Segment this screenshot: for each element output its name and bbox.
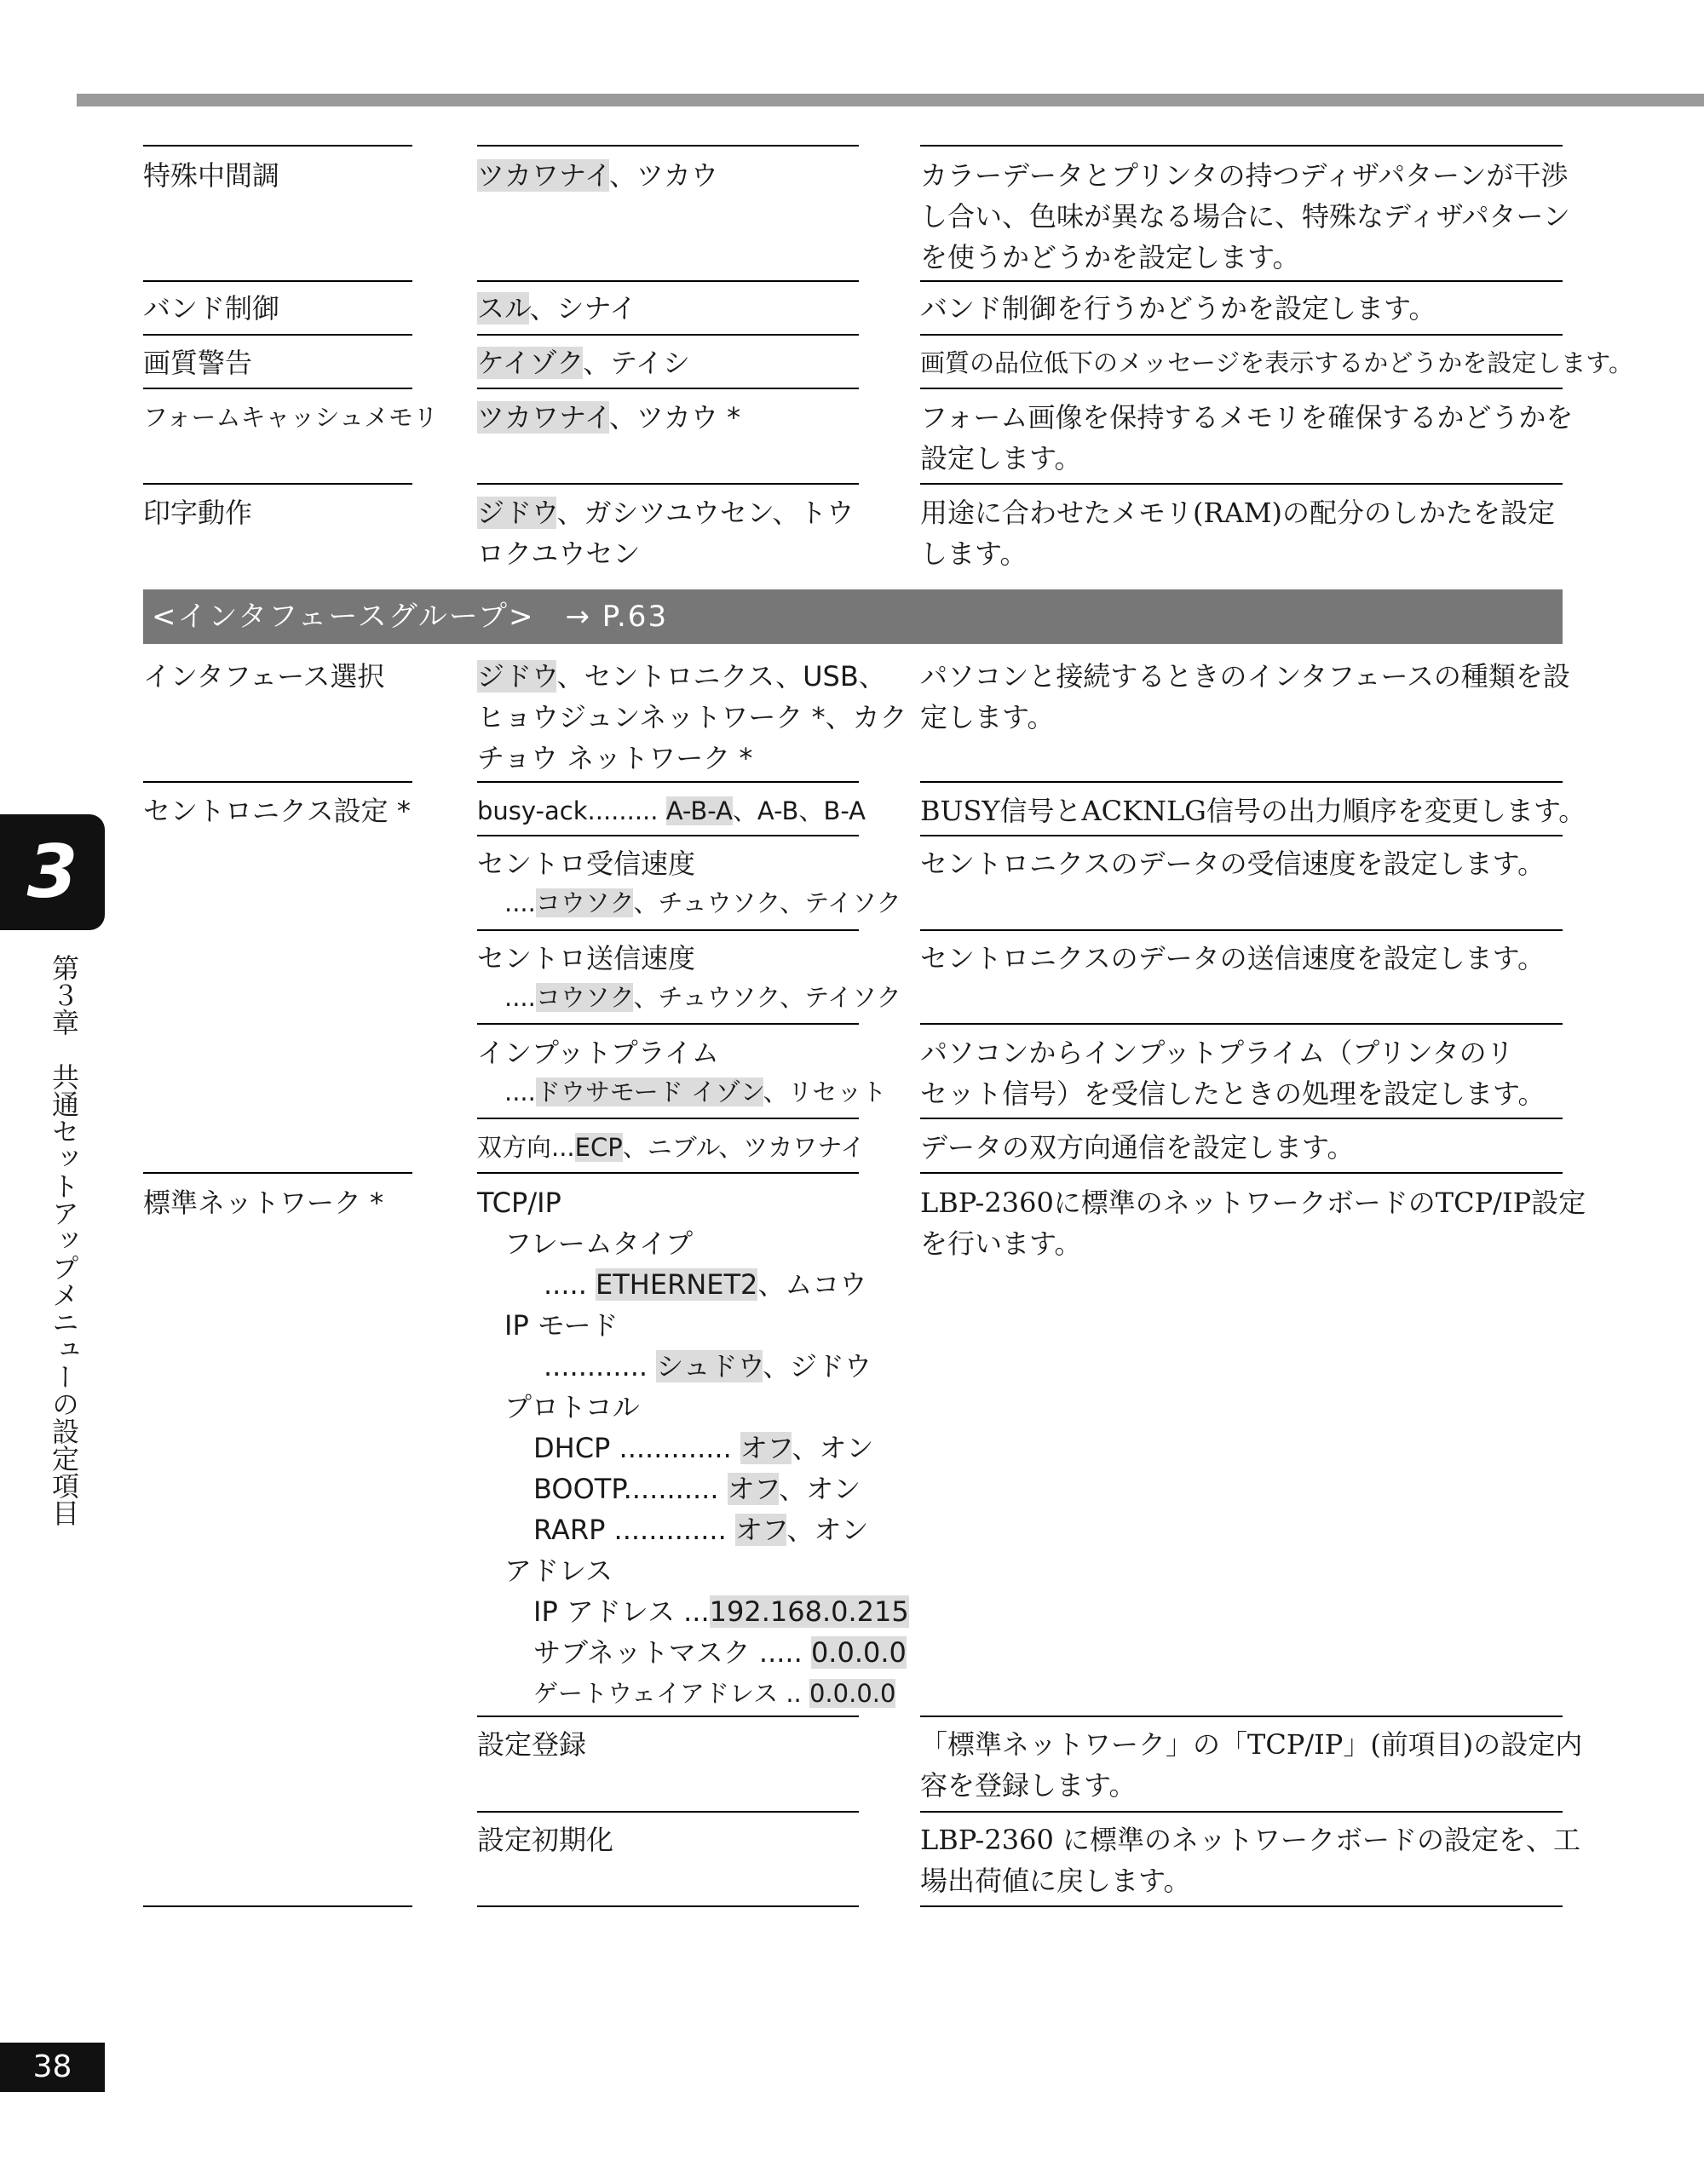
default-value: 0.0.0.0 (809, 1679, 896, 1708)
setting-description: LBP-2360に標準のネットワークボードのTCP/IP設定 (920, 1187, 1586, 1219)
setting-description: 場出荷値に戻します。 (920, 1865, 1191, 1897)
rule (920, 1811, 1563, 1813)
setting-description: パソコンからインプットプライム（プリンタのリ (920, 1037, 1514, 1069)
default-value: ジドウ (477, 660, 557, 693)
setting-description: セントロニクスのデータの受信速度を設定します。 (920, 848, 1546, 880)
setting-name: インタフェース選択 (143, 660, 385, 693)
frame-type-label: フレームタイプ (504, 1227, 694, 1260)
setting-name: バンド制御 (143, 292, 280, 325)
setting-description: セット信号）を受信したときの処理を設定します。 (920, 1078, 1546, 1110)
rule (143, 334, 412, 336)
default-value: オフ (734, 1514, 787, 1546)
rule (477, 145, 859, 147)
default-value: ECP (574, 1133, 623, 1162)
rule (920, 388, 1563, 389)
setting-name: 標準ネットワーク * (143, 1187, 384, 1219)
rule (477, 1023, 859, 1025)
setting-description: 容を登録します。 (920, 1769, 1137, 1802)
frame-type-options: ..... ETHERNET2、ムコウ (544, 1268, 867, 1301)
page-number: 38 (0, 2043, 105, 2092)
rule (477, 1172, 859, 1174)
setting-name: 特殊中間調 (143, 159, 280, 192)
rule (143, 483, 412, 485)
setting-description: 定します。 (920, 701, 1055, 733)
rule (477, 280, 859, 282)
ip-mode-options: ............ シュドウ、ジドウ (544, 1350, 872, 1382)
setting-description: BUSY信号とACKNLG信号の出力順序を変更します。 (920, 795, 1586, 827)
setting-description: カラーデータとプリンタの持つディザパターンが干渉 (920, 159, 1569, 192)
rule (920, 1716, 1563, 1717)
setting-name: フォームキャッシュメモリ (143, 403, 438, 432)
setting-sub-label: 設定登録 (477, 1728, 587, 1761)
rarp-options: RARP ............. オフ、オン (533, 1514, 869, 1546)
rule (477, 781, 859, 783)
gateway-address: ゲートウェイアドレス .. 0.0.0.0 (533, 1679, 896, 1708)
setting-sub-label: セントロ送信速度 (477, 942, 696, 974)
rule (920, 929, 1563, 931)
setting-options: ケイゾク、テイシ (477, 347, 690, 379)
default-value: ケイゾク (477, 347, 584, 379)
subnet-mask: サブネットマスク ..... 0.0.0.0 (533, 1636, 907, 1669)
setting-description: LBP-2360 に標準のネットワークボードの設定を、工 (920, 1824, 1580, 1856)
rule (920, 781, 1563, 783)
default-value: コウソク (535, 888, 634, 917)
bootp-options: BOOTP........... オフ、オン (533, 1473, 861, 1505)
setting-options: ツカワナイ、ツカウ (477, 159, 718, 192)
setting-description: データの双方向通信を設定します。 (920, 1131, 1355, 1164)
setting-description: します。 (920, 537, 1028, 570)
setting-sub-label: セントロ受信速度 (477, 848, 696, 880)
header-bar (77, 94, 1704, 106)
rule (477, 929, 859, 931)
setting-description: セントロニクスのデータの送信速度を設定します。 (920, 942, 1546, 974)
setting-description: パソコンと接続するときのインタフェースの種類を設 (920, 660, 1570, 693)
rule (143, 280, 412, 282)
setting-description: し合い、色味が異なる場合に、特殊なディザパターン (920, 200, 1570, 233)
tcpip-label: TCP/IP (477, 1187, 561, 1219)
setting-description: 画質の品位低下のメッセージを表示するかどうかを設定します。 (920, 348, 1633, 377)
setting-options: ....コウソク、チュウソク、テイソク (504, 983, 901, 1012)
setting-sub-label: 設定初期化 (477, 1824, 614, 1856)
rule (920, 1118, 1563, 1119)
setting-description: バンド制御を行うかどうかを設定します。 (920, 292, 1436, 325)
rule (143, 388, 412, 389)
rule (920, 1172, 1563, 1174)
setting-description: を行います。 (920, 1227, 1082, 1260)
setting-options: ジドウ、ガシツユウセン、トウ (477, 497, 855, 529)
default-value: 192.168.0.215 (709, 1595, 909, 1628)
rule (920, 280, 1563, 282)
default-value: ツカワナイ (477, 401, 609, 434)
setting-description: 用途に合わせたメモリ(RAM)の配分のしかたを設定 (920, 497, 1555, 529)
setting-description: 設定します。 (920, 442, 1082, 474)
setting-options-cont: チョウ ネットワーク * (477, 742, 753, 774)
setting-name: 印字動作 (143, 497, 253, 529)
default-value: A-B-A (665, 796, 733, 825)
default-value: コウソク (535, 983, 634, 1012)
rule (920, 1023, 1563, 1025)
rule (477, 483, 859, 485)
setting-options: スル、シナイ (477, 292, 637, 325)
default-value: ジドウ (477, 497, 557, 529)
setting-sub-label: インプットプライム (477, 1037, 719, 1069)
default-value: ドウサモード イゾン (535, 1078, 763, 1106)
rule (477, 1118, 859, 1119)
setting-options: busy-ack......... A-B-A、A-B、B-A (477, 796, 866, 825)
rule (477, 1905, 859, 1907)
setting-options: ジドウ、セントロニクス、USB、 (477, 660, 886, 693)
rule (143, 1905, 412, 1907)
setting-name: セントロニクス設定 * (143, 795, 411, 827)
rule (920, 1905, 1563, 1907)
default-value: ETHERNET2 (596, 1268, 758, 1301)
rule (143, 781, 412, 783)
setting-description: 「標準ネットワーク」の「TCP/IP」(前項目)の設定内 (920, 1728, 1583, 1761)
default-value: シュドウ (656, 1350, 763, 1382)
rule (920, 835, 1563, 836)
setting-name: 画質警告 (143, 347, 253, 379)
chapter-tab: 3 (0, 814, 105, 930)
default-value: オフ (727, 1473, 780, 1505)
protocol-label: プロトコル (504, 1391, 640, 1423)
rule (477, 334, 859, 336)
rule (477, 1811, 859, 1813)
chapter-title: 第３章 共通セットアップメニューの設定項目 (48, 954, 80, 1526)
setting-description: を使うかどうかを設定します。 (920, 241, 1300, 273)
setting-description: フォーム画像を保持するメモリを確保するかどうかを (920, 401, 1574, 434)
rule (477, 388, 859, 389)
setting-options: ....ドウサモード イゾン、リセット (504, 1078, 887, 1106)
rule (477, 1716, 859, 1717)
setting-options-cont: ヒョウジュンネットワーク *、カク (477, 701, 907, 733)
ip-address: IP アドレス ...192.168.0.215 (533, 1595, 909, 1628)
default-value: オフ (740, 1432, 792, 1464)
setting-options-cont: ロクユウセン (477, 537, 641, 570)
ip-mode-label: IP モード (504, 1309, 619, 1342)
rule (477, 835, 859, 836)
rule (920, 483, 1563, 485)
rule (920, 145, 1563, 147)
default-value: ツカワナイ (477, 159, 609, 192)
default-value: 0.0.0.0 (810, 1636, 907, 1669)
setting-options: ツカワナイ、ツカウ * (477, 401, 741, 434)
group-header-interface: <インタフェースグループ> → P.63 (143, 589, 1563, 644)
setting-options: ....コウソク、チュウソク、テイソク (504, 888, 901, 917)
dhcp-options: DHCP ............. オフ、オン (533, 1432, 874, 1464)
setting-options: 双方向...ECP、ニブル、ツカワナイ (477, 1133, 866, 1162)
address-label: アドレス (504, 1555, 613, 1587)
rule (920, 334, 1563, 336)
rule (143, 1172, 412, 1174)
default-value: スル (477, 292, 530, 325)
rule (143, 145, 412, 147)
